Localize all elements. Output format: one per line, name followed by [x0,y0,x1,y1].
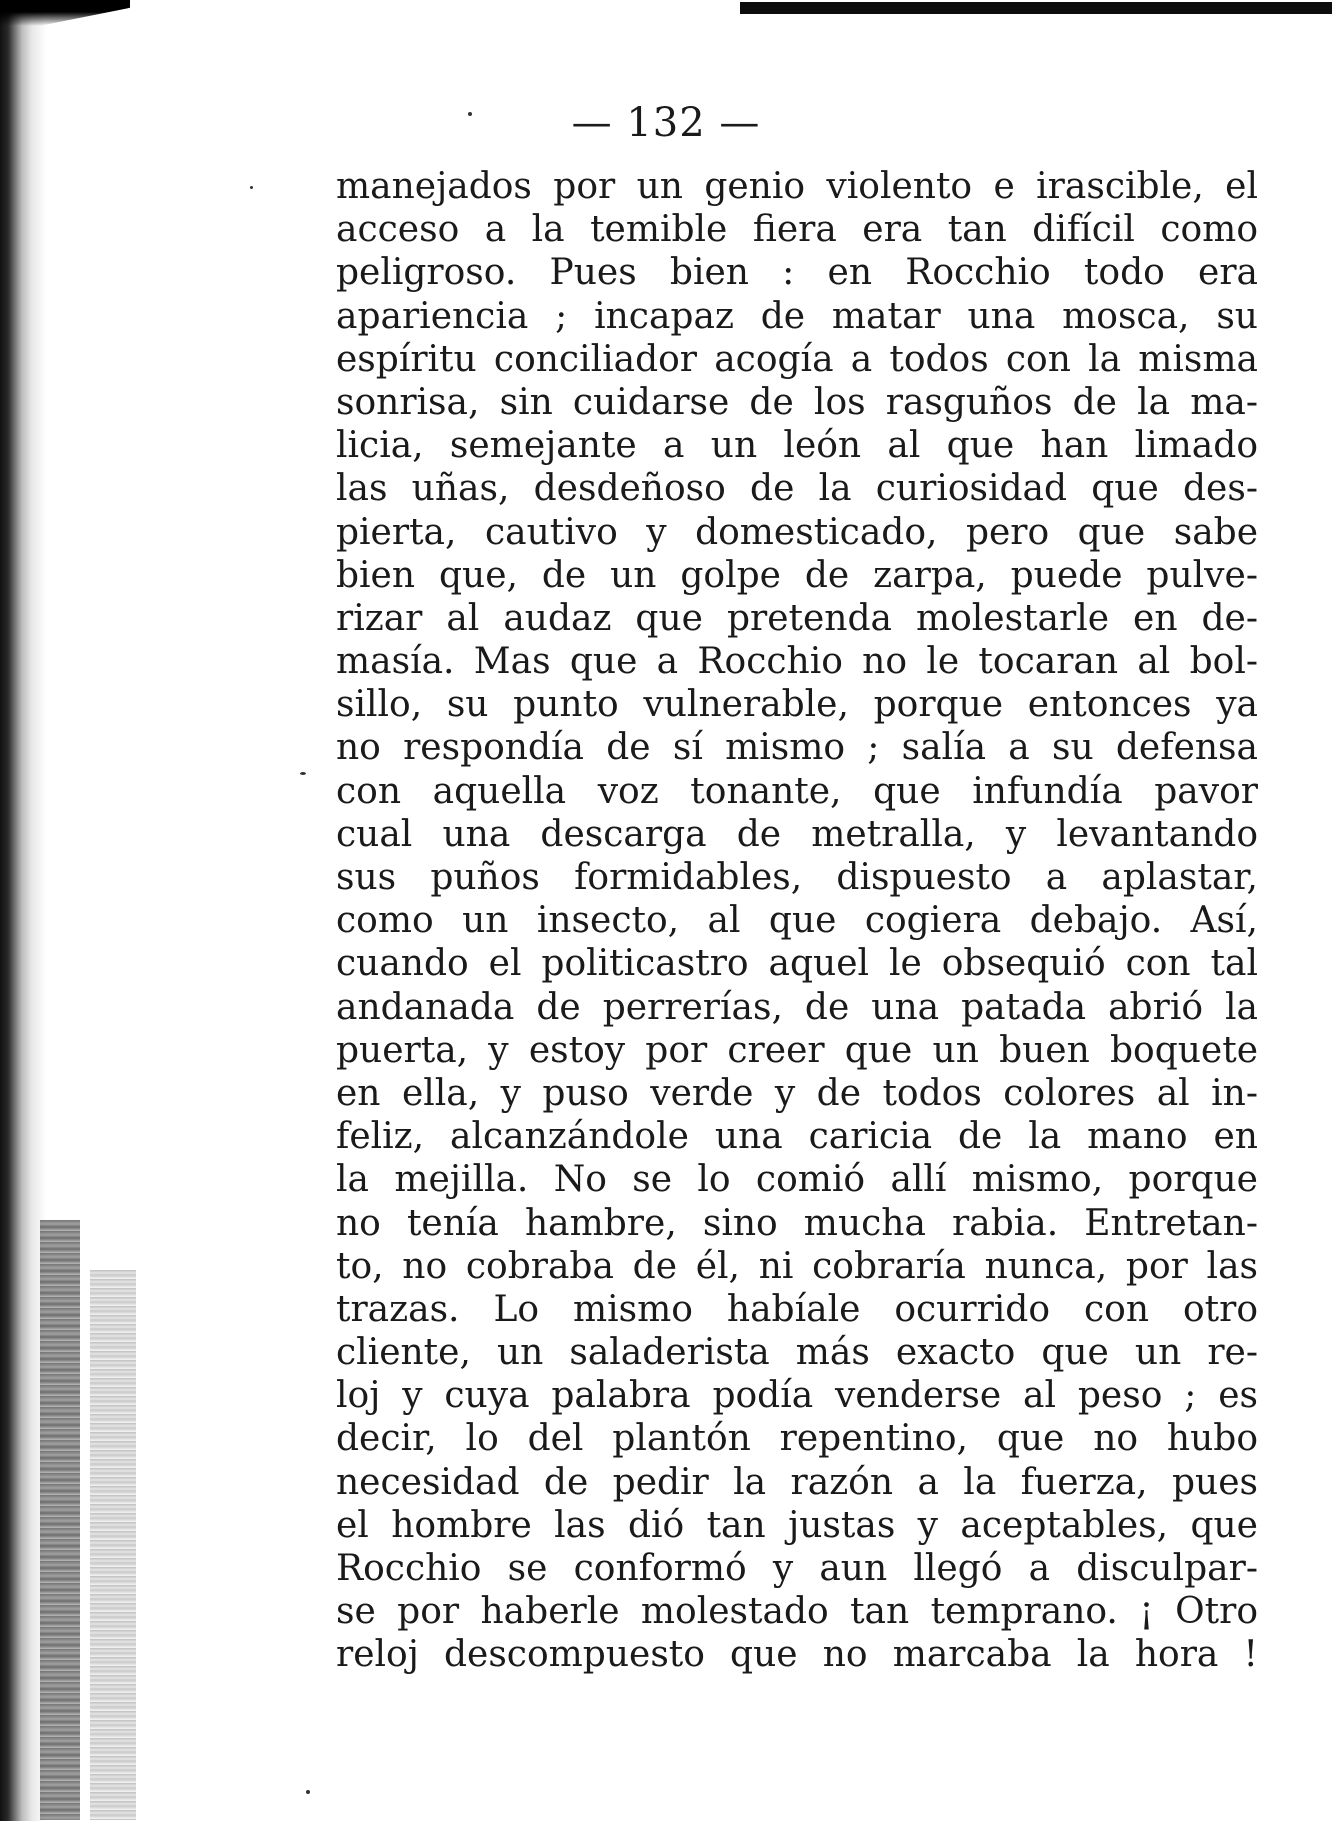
text-line: bien que, de un golpe de zarpa, puede pulve- [336,554,1258,596]
text-line: se por haberle molestado tan temprano. ¡ Otro [336,1591,1258,1633]
binding-texture-light [90,1270,136,1820]
top-rule [740,2,1332,14]
text-line: apariencia ; incapaz de matar una mosca, su [336,295,1258,337]
text-line: reloj descompuesto que no marcaba la hora ! [336,1634,1258,1676]
text-line: la mejilla. No se lo comió allí mismo, porque [336,1159,1258,1201]
text-line: licia, semejante a un león al que han limado [336,425,1258,467]
text-line: no tenía hambre, sino mucha rabia. Entretan- [336,1202,1258,1244]
text-line: loj y cuya palabra podía venderse al peso ; es [336,1375,1258,1417]
text-line: en ella, y puso verde y de todos colores al in- [336,1072,1258,1114]
text-line: cuando el politicastro aquel le obsequió con tal [336,943,1258,985]
text-line: sonrisa, sin cuidarse de los rasguños de la ma- [336,381,1258,423]
text-line: cual una descarga de metralla, y levantando [336,813,1258,855]
corner-mark [0,0,130,26]
text-line: Rocchio se conformó y aun llegó a disculpar- [336,1548,1258,1589]
text-line: acceso a la temible fiera era tan difícil como [336,209,1258,251]
text-line: to, no cobraba de él, ni cobraría nunca, por las [336,1245,1258,1287]
text-line: manejados por un genio violento e irascible, el [336,166,1258,207]
scan-speck [300,772,306,775]
scan-speck [306,1790,310,1794]
text-line: puerta, y estoy por creer que un buen boquete [336,1029,1258,1071]
text-line: cliente, un saladerista más exacto que un re- [336,1332,1258,1374]
text-line: rizar al audaz que pretenda molestarle en de- [336,597,1258,639]
text-line: peligroso. Pues bien : en Rocchio todo era [336,252,1258,294]
text-line: el hombre las dió tan justas y aceptables, que [336,1504,1258,1546]
scan-speck [250,186,253,189]
text-line: con aquella voz tonante, que infundía pavor [336,770,1258,812]
text-line: andanada de perrerías, de una patada abrió la [336,986,1258,1028]
text-line: masía. Mas que a Rocchio no le tocaran al bol- [336,641,1258,683]
text-line: no respondía de sí mismo ; salía a su defensa [336,727,1258,769]
text-line: decir, lo del plantón repentino, que no hubo [336,1418,1258,1460]
body-text [336,165,1258,1677]
text-line: necesidad de pedir la razón a la fuerza, pues [336,1461,1258,1503]
text-line: espíritu conciliador acogía a todos con la misma [336,338,1258,380]
text-line: pierta, cautivo y domesticado, pero que sabe [336,511,1258,553]
text-line: sillo, su punto vulnerable, porque entonces ya [336,684,1258,726]
text-line: las uñas, desdeñoso de la curiosidad que des- [336,468,1258,510]
text-line: como un insecto, al que cogiera debajo. Así, [336,900,1258,942]
text-line: feliz, alcanzándole una caricia de la mano en [336,1116,1258,1158]
page-number: — 132 — [571,100,761,146]
text-line: trazas. Lo mismo habíale ocurrido con otro [336,1288,1258,1330]
binding-texture-dark [40,1220,80,1820]
text-line: sus puños formidables, dispuesto a aplastar, [336,857,1258,898]
